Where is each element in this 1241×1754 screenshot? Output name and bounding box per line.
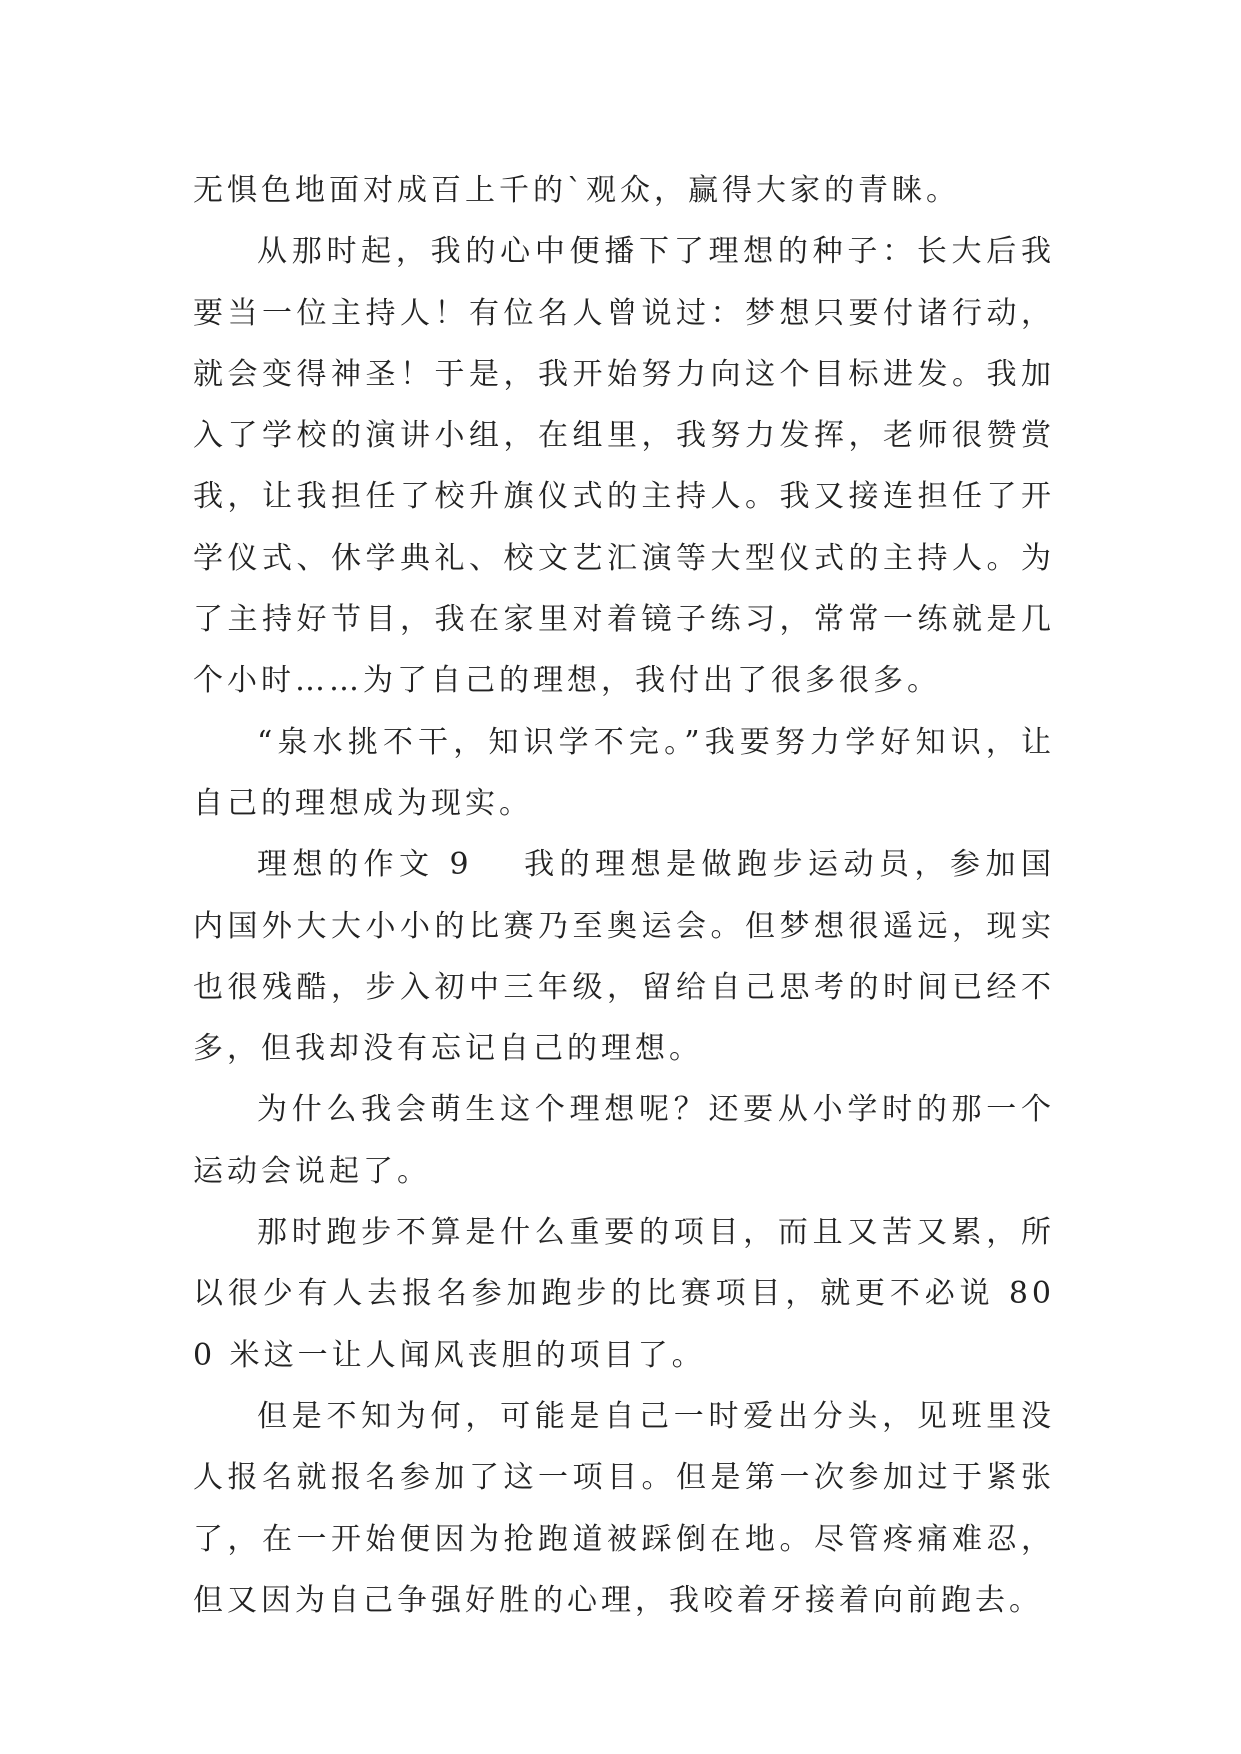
essay-body (193, 160, 1055, 1631)
essay-9-first-text: 我的理想是做跑步运动员，参加国内国外大大小小的比赛乃至奥运会。但梦想很遥远，现实也很残酷，步入初中三年级，留给自己思考的时间已经不多，但我却没有忘记自己的理想。 (193, 847, 1056, 1067)
paragraph: 为什么我会萌生这个理想呢？还要从小学时的那一个运动会说起了。 (193, 1092, 1055, 1189)
paragraph: 但是不知为何，可能是自己一时爱出分头，见班里没人报名就报名参加了这一项目。但是第一次参加过于紧张了，在一开始便因为抢跑道被踩倒在地。尽管疼痛难忍，但又因为自己争强好胜的心理，我咬着牙接着向前跑去。 (193, 1398, 1055, 1618)
paragraph: 那时跑步不算是什么重要的项目，而且又苦又累，所以很少有人去报名参加跑步的比赛项目，就更不必说 800 米这一让人闻风丧胆的项目了。 (193, 1215, 1055, 1373)
paragraph-quote: “泉水挑不干，知识学不完。”我要努力学好知识，让自己的理想成为现实。 (193, 724, 1055, 821)
paragraph-continued: 无惧色地面对成百上千的`观众，赢得大家的青睐。 (193, 173, 960, 208)
paragraph-essay-9-start (193, 834, 1055, 1079)
essay-heading: 理想的作文 9 (257, 847, 473, 883)
paragraph: 从那时起，我的心中便播下了理想的种子：长大后我要当一位主持人！有位名人曾说过：梦想只要付诸行动，就会变得神圣！于是，我开始努力向这个目标进发。我加入了学校的演讲小组，在组里，我努力发挥，老师很赞赏我，让我担任了校升旗仪式的主持人。我又接连担任了开学仪式、休学典礼、校文艺汇演等大型仪式的主持人。为了主持好节目，我在家里对着镜子练习，常常一练就是几个小时……为了自己的理想，我付出了很多很多。 (193, 234, 1055, 699)
